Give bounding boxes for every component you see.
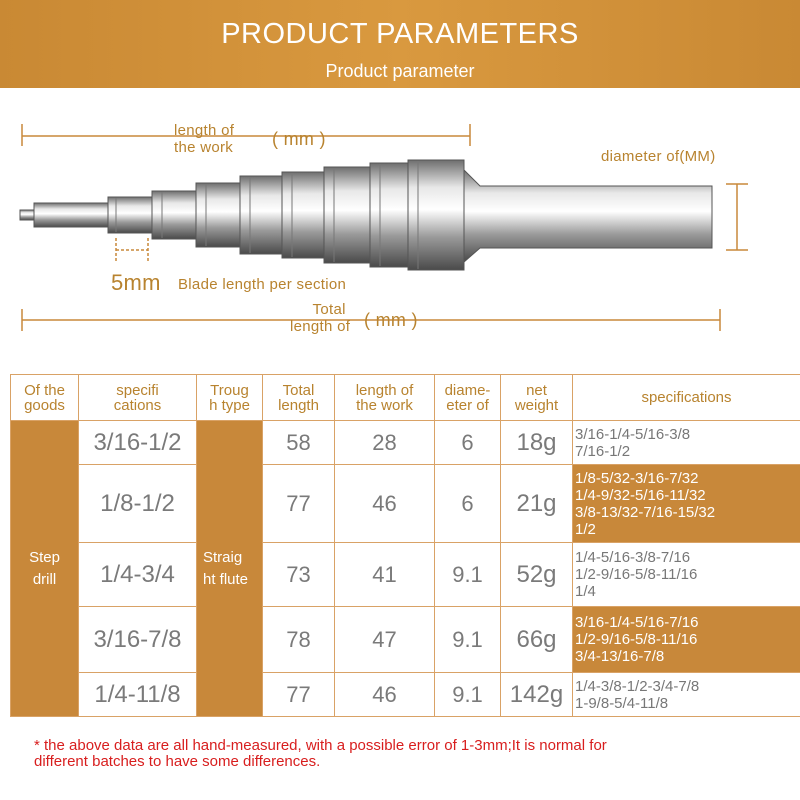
diameter-label: diameter of(MM): [601, 148, 716, 165]
table-row: [11, 543, 800, 607]
goods-cell: Step drill: [11, 421, 79, 717]
page-subtitle: Product parameter: [325, 61, 475, 81]
header-work-length: length of the work: [335, 375, 435, 421]
weight-cell: 66g: [501, 607, 573, 673]
header-diameter: diame- eter of: [435, 375, 501, 421]
table-row: [11, 421, 800, 465]
diameter-cell: 9.1: [435, 673, 501, 717]
weight-cell: 52g: [501, 543, 573, 607]
spec-cell: 1/4-11/8: [79, 673, 197, 717]
measurement-note: * the above data are all hand-measured, with a possible error of 1-3mm;It is normal for different batches to have some differences.: [34, 737, 607, 770]
total-length-cell: 78: [263, 607, 335, 673]
weight-cell: 18g: [501, 421, 573, 465]
table-row: [11, 465, 800, 543]
header-net-weight: net weight: [501, 375, 573, 421]
table-row: [11, 673, 800, 717]
weight-cell: 142g: [501, 673, 573, 717]
diameter-cell: 6: [435, 465, 501, 543]
spec-cell: 1/8-1/2: [79, 465, 197, 543]
total-length-cell: 77: [263, 673, 335, 717]
work-length-unit: ( mm ): [272, 129, 326, 149]
total-length-cell: 73: [263, 543, 335, 607]
work-length-cell: 46: [335, 673, 435, 717]
weight-cell: 21g: [501, 465, 573, 543]
total-length-cell: 58: [263, 421, 335, 465]
header-total-length: Total length: [263, 375, 335, 421]
diameter-cell: 6: [435, 421, 501, 465]
page-title: PRODUCT PARAMETERS: [221, 18, 579, 50]
work-length-dimension: [22, 124, 470, 149]
steps-cell: 3/16-1/4-5/16-3/8 7/16-1/2: [573, 421, 800, 465]
header-goods: Of the goods: [11, 375, 79, 421]
table-header-row: [11, 375, 800, 421]
header-trough-type: Troug h type: [197, 375, 263, 421]
work-length-cell: 41: [335, 543, 435, 607]
steps-cell: 1/4-5/16-3/8-7/16 1/2-9/16-5/8-11/16 1/4: [573, 543, 800, 607]
parameter-table: [10, 374, 800, 717]
drill-body: [20, 160, 712, 270]
steps-cell: 1/4-3/8-1/2-3/4-7/8 1-9/8-5/4-11/8: [573, 673, 800, 717]
total-length-unit: ( mm ): [364, 310, 418, 330]
trough-type-cell: Straig ht flute: [197, 421, 263, 717]
work-length-cell: 28: [335, 421, 435, 465]
diameter-cell: 9.1: [435, 543, 501, 607]
drill-diagram: [0, 88, 800, 360]
spec-cell: 3/16-1/2: [79, 421, 197, 465]
steps-cell: 3/16-1/4-5/16-7/16 1/2-9/16-5/8-11/16 3/4-13/16-7/8: [573, 607, 800, 673]
header-step-specifications: specifications: [573, 375, 800, 421]
blade-length-value: 5mm: [111, 270, 161, 295]
table-row: [11, 607, 800, 673]
steps-cell: 1/8-5/32-3/16-7/32 1/4-9/32-5/16-11/32 3/8-13/32-7/16-15/32 1/2: [573, 465, 800, 543]
diameter-dimension: [726, 184, 748, 250]
work-length-label: length of the work: [174, 122, 235, 156]
diameter-cell: 9.1: [435, 607, 501, 673]
blade-length-label: Blade length per section: [178, 276, 347, 293]
header-banner: [0, 0, 800, 88]
total-length-label: Total length of: [290, 301, 351, 335]
work-length-cell: 46: [335, 465, 435, 543]
spec-cell: 1/4-3/4: [79, 543, 197, 607]
header-specifications: specifi cations: [79, 375, 197, 421]
total-length-cell: 77: [263, 465, 335, 543]
spec-cell: 3/16-7/8: [79, 607, 197, 673]
blade-length-dimension: [116, 238, 148, 262]
work-length-cell: 47: [335, 607, 435, 673]
